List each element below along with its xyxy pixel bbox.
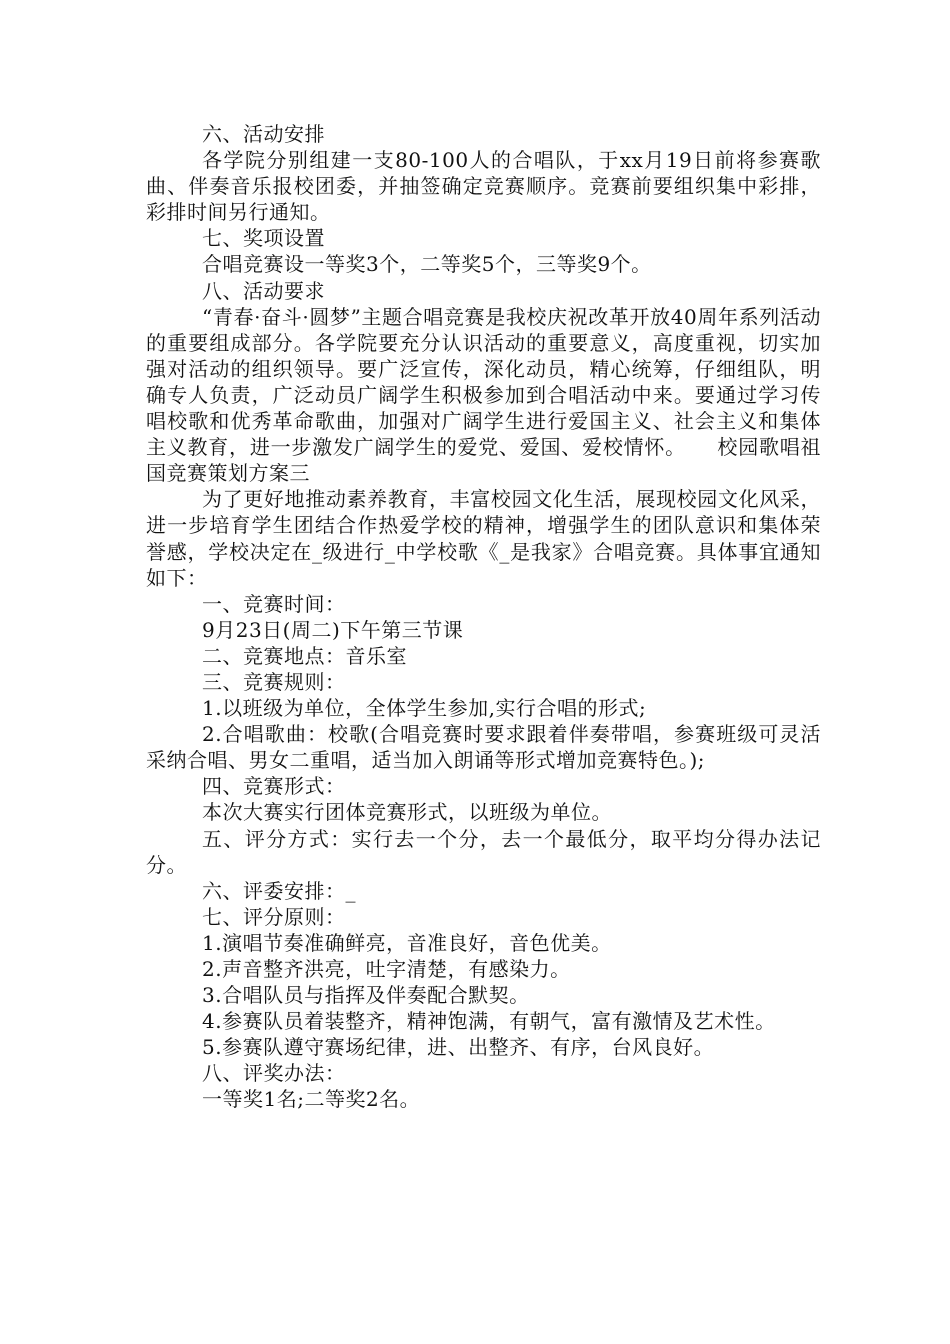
heading-awards: 七、奖项设置 (202, 226, 325, 251)
heading-judges: 六、评委安排：_ (202, 878, 356, 903)
paragraph-requirements: “青春·奋斗·圆梦”主题合唱竞赛是我校庆祝改革开放40周年系列活动的重要组成部分。各学院要充分认识活动的重要意义，高度重视，切实加强对活动的组织领导。要广泛宣传，深化动员，精心统筹，仔细组队，明确专人负责，广泛动员广阔学生积极参加到合唱活动中来。要通过学习传唱校歌和优秀革命歌曲，加强对广阔学生进行爱国主义、社会主义和集体主义教育，进一步激发广阔学生的爱党、爱国、爱校情怀。 校园歌唱祖国竞赛策划方案三 (146, 304, 821, 486)
paragraph-format: 本次大赛实行团体竞赛形式，以班级为单位。 (202, 800, 612, 825)
heading-award-method: 八、评奖办法： (202, 1061, 346, 1086)
paragraph-intro: 为了更好地推动素养教育，丰富校园文化生活，展现校园文化风采，进一步培育学生团结合作热爱学校的精神，增强学生的团队意识和集体荣誉感，学校决定在_级进行_中学校歌《_是我家》合唱竞赛。具体事宜通知如下： (146, 487, 821, 590)
principle-item-3: 3.合唱队员与指挥及伴奏配合默契。 (202, 983, 530, 1008)
heading-location: 二、竞赛地点：音乐室 (202, 643, 407, 668)
heading-rules: 三、竞赛规则： (202, 669, 346, 694)
paragraph-activity-arrangement: 各学院分别组建一支80-100人的合唱队，于xx月19日前将参赛歌曲、伴奏音乐报校团委，并抽签确定竞赛顺序。竞赛前要组织集中彩排，彩排时间另行通知。 (146, 148, 821, 225)
heading-scoring-principles: 七、评分原则： (202, 904, 346, 929)
paragraph-awards: 合唱竞赛设一等奖3个，二等奖5个，三等奖9个。 (202, 252, 652, 277)
paragraph-award-method: 一等奖1名;二等奖2名。 (202, 1087, 421, 1112)
heading-format: 四、竞赛形式： (202, 774, 346, 799)
document-body (146, 121, 821, 1113)
paragraph-scoring-method: 五、评分方式：实行去一个分，去一个最低分，取平均分得办法记分。 (146, 826, 821, 877)
principle-item-1: 1.演唱节奏准确鲜亮，音准良好，音色优美。 (202, 930, 612, 955)
heading-requirements: 八、活动要求 (202, 278, 325, 303)
principle-item-2: 2.声音整齐洪亮，吐字清楚，有感染力。 (202, 957, 571, 981)
principle-item-4: 4.参赛队员着装整齐，精神饱满，有朝气，富有激情及艺术性。 (202, 1009, 776, 1034)
heading-activity-arrangement: 六、活动安排 (202, 122, 325, 146)
rule-item-1: 1.以班级为单位，全体学生参加,实行合唱的形式; (202, 696, 647, 721)
paragraph-time: 9月23日(周二)下午第三节课 (202, 617, 464, 642)
principle-item-5: 5.参赛队遵守赛场纪律，进、出整齐、有序，台风良好。 (202, 1035, 715, 1060)
rule-item-2: 2.合唱歌曲：校歌(合唱竞赛时要求跟着伴奏带唱，参赛班级可灵活采纳合唱、男女二重唱，适当加入朗诵等形式增加竞赛特色。); (146, 722, 821, 773)
heading-time: 一、竞赛时间： (202, 591, 346, 616)
